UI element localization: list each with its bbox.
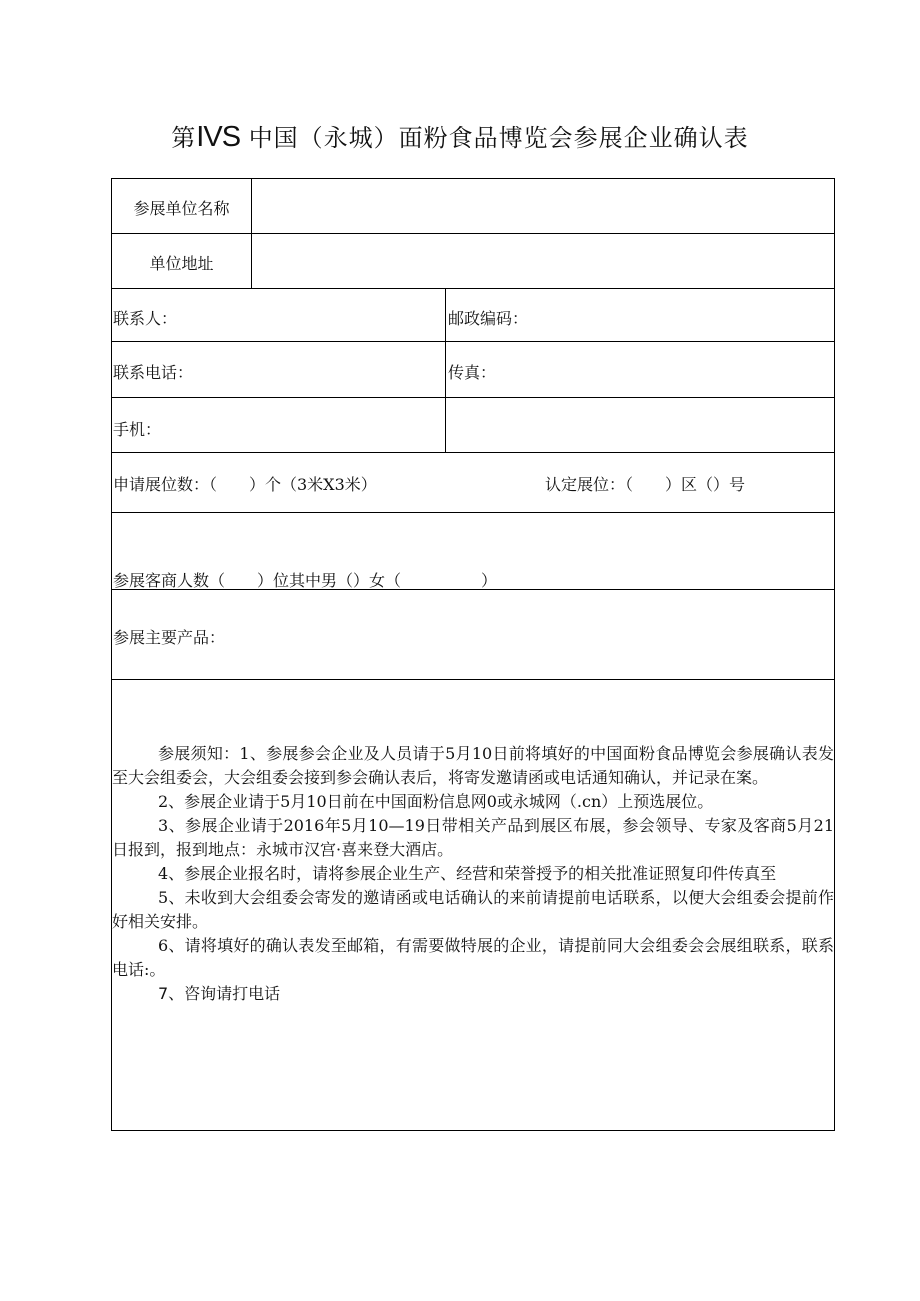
note-item: 3、参展企业请于2016年5月10—19日带相关产品到展区布展，参会领导、专家及客商5月21日报到，报到地点：永城市汉宫·喜来登大酒店。	[112, 816, 834, 859]
page-title	[0, 118, 920, 154]
note-item: 2、参展企业请于5月10日前在中国面粉信息网0或永城网（.cn）上预选展位。	[158, 792, 714, 811]
row-divider	[112, 288, 834, 289]
company-name-field[interactable]	[252, 180, 834, 233]
confirmation-form	[111, 178, 835, 1131]
note-item: 7、咨询请打电话	[158, 984, 281, 1003]
row-divider	[112, 452, 834, 453]
address-label: 单位地址	[149, 254, 214, 273]
booth-count-label: 申请展位数：（ ）个（3米X3米）	[113, 475, 377, 494]
visitors-count-label: 参展客商人数（ ）位其中男（）女（ ）	[113, 571, 498, 590]
row-divider	[112, 341, 834, 342]
company-name-label: 参展单位名称	[133, 199, 230, 218]
row-divider	[112, 512, 834, 513]
postcode-label: 邮政编码：	[448, 309, 529, 328]
mobile-label: 手机：	[113, 420, 162, 439]
main-products-label: 参展主要产品：	[113, 628, 226, 647]
booth-assigned-label: 认定展位：（ ）区（）号	[545, 475, 746, 494]
address-field[interactable]	[252, 234, 834, 288]
column-divider	[445, 288, 446, 452]
note-item: 4、参展企业报名时，请将参展企业生产、经营和荣誉授予的相关批准证照复印件传真至	[158, 864, 777, 883]
fax-label: 传真：	[448, 363, 497, 382]
row-divider	[112, 679, 834, 680]
title-prefix: 第	[171, 124, 197, 152]
row-divider	[112, 397, 834, 398]
note-item: 5、未收到大会组委会寄发的邀请函或电话确认的来前请提前电话联系，以便大会组委会提前作好相关安排。	[112, 888, 834, 931]
note-item: 参展须知：1、参展参会企业及人员请于5月10日前将填好的中国面粉食品博览会参展确认表发至大会组委会，大会组委会接到参会确认表后，将寄发邀请函或电话通知确认，并记录在案。	[112, 744, 834, 787]
title-main: 中国（永城）面粉食品博览会参展企业确认表	[248, 124, 749, 152]
note-item: 6、请将填好的确认表发至邮箱，有需要做特展的企业，请提前同大会组委会会展组联系，联系电话:。	[112, 936, 834, 979]
exhibition-notes	[112, 742, 834, 1006]
phone-label: 联系电话：	[113, 363, 194, 382]
title-roman-numeral: IVS	[196, 121, 241, 153]
contact-label: 联系人：	[113, 309, 178, 328]
